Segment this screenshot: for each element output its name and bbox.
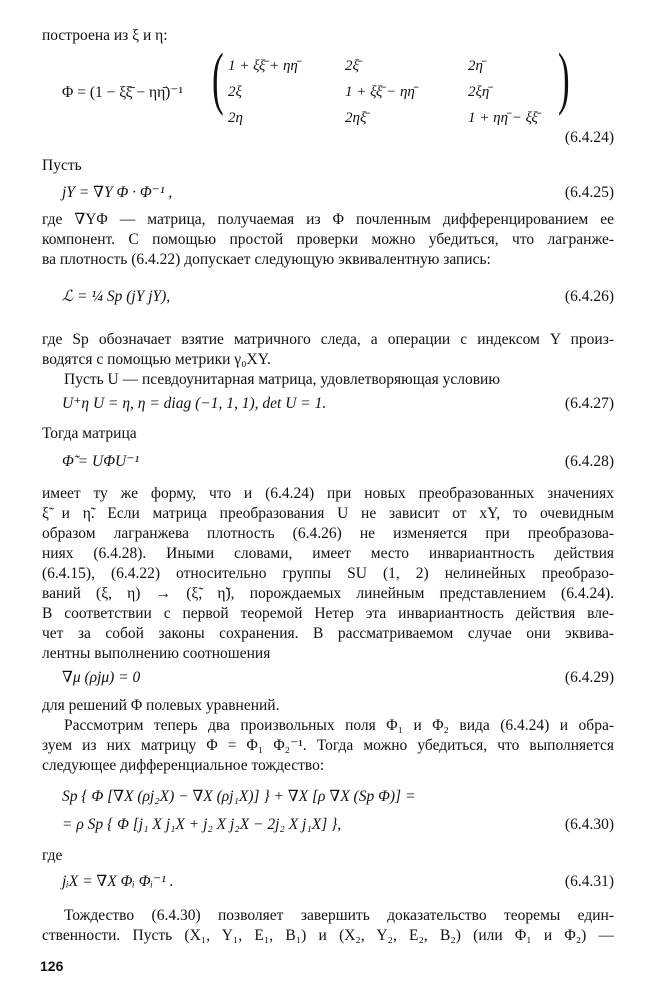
matrix-cell: 1 + ξξ̄ + ηη̄ (228, 58, 298, 74)
equation-6-4-25: jY = ∇Y Φ · Φ⁻¹ , (62, 184, 173, 201)
text-line: Рассмотрим теперь два произвольных поля Φ₁ и Φ₂ вида (6.4.24) и обра- (64, 717, 614, 734)
equation-number: (6.4.25) (564, 184, 614, 201)
equation-6-4-28: Φ̃ = UΦU⁻¹ (62, 453, 140, 470)
text-line: ξ̃ и η̃. Если матрица преобразования U не зависит от xY, то очевидным (42, 505, 614, 522)
matrix-cell: 1 + ξξ̄ − ηη̄ (345, 84, 415, 100)
text-line: компонент. С помощью простой проверки можно убедиться, что лагранже- (42, 231, 614, 248)
text-line: водятся с помощью метрики γ₀XY. (42, 351, 271, 368)
text-line: В соответствии с первой теоремой Нетер эта инвариантность действия вле- (42, 605, 614, 622)
equation-6-4-27: U⁺η U = η, η = diag (−1, 1, 1), det U = 1. (62, 395, 327, 412)
matrix-cell: 2ξη̄ (468, 84, 490, 100)
matrix-cell: 2ηξ̄ (345, 110, 367, 126)
equation-number: (6.4.27) (564, 395, 614, 412)
text-line: для решений Φ полевых уравнений. (42, 697, 280, 714)
equation-number: (6.4.24) (564, 129, 614, 146)
intro-line: построена из ξ и η: (42, 27, 168, 44)
text-line: Пусть U — псевдоунитарная матрица, удовлетворяющая условию (64, 371, 500, 388)
text-line: образом лагранжева плотность (6.4.26) не изменяется при преобразова- (42, 525, 614, 542)
equation-6-4-26: ℒ = ¼ Sp (jY jY), (62, 288, 171, 305)
page-number: 126 (40, 958, 64, 974)
equation-number: (6.4.30) (564, 816, 614, 833)
equation-number: (6.4.29) (564, 669, 614, 686)
text-line: где Sp обозначает взятие матричного следа, а операции с индексом Y произ- (42, 331, 614, 348)
equation-6-4-30-line2: = ρ Sp { Φ [j₁ X j₁X + j₂ X j₂X − 2j₂ X j₁X] }, (62, 816, 342, 833)
equation-number: (6.4.26) (564, 288, 614, 305)
left-paren: ( (212, 40, 224, 117)
pust-line: Пусть (42, 157, 82, 174)
text-line: (6.4.15), (6.4.22) относительно группы SU (1, 2) нелинейных преобразо- (42, 565, 614, 582)
text-line: Тождество (6.4.30) позволяет завершить доказательство теоремы един- (64, 907, 614, 924)
text-line: зуем из них матрицу Φ = Φ₁ Φ₂⁻¹. Тогда можно убедиться, что выполняется (42, 737, 614, 754)
text-line: имеет ту же форму, что и (6.4.24) при новых преобразованных значениях (42, 485, 614, 502)
equation-number: (6.4.28) (564, 453, 614, 470)
text-line: чет за собой законы сохранения. В рассматриваемом случае они эквива- (42, 625, 614, 642)
text-line: ственности. Пусть (X₁, Y₁, E₁, B₁) и (X₂, Y₂, E₂, B₂) (или Φ₁ и Φ₂) — (42, 927, 614, 944)
equation-6-4-30-line1: Sp { Φ [∇X (ρj₂X) − ∇X (ρj₁X)] } + ∇X [ρ ∇X (Sp Φ)] = (62, 788, 416, 805)
text-line: где (42, 847, 63, 864)
text-line: следующее дифференциальное тождество: (42, 757, 325, 774)
matrix-cell: 1 + ηη̄ − ξξ̄ (468, 110, 538, 126)
matrix-cell: 2ξ (228, 84, 242, 100)
text-line: лентны выполнению соотношения (42, 645, 271, 662)
equation-6-4-31: jᵢX = ∇X Φᵢ Φᵢ⁻¹ . (62, 873, 174, 890)
equation-6-4-29: ∇μ (ρjμ) = 0 (62, 669, 141, 686)
matrix-cell: 2η̄ (468, 58, 483, 74)
right-paren: ) (558, 40, 570, 117)
text-line: ваний (ξ, η) → (ξ̃, η̃), порождаемых линейным представлением (6.4.24). (42, 585, 614, 602)
matrix-cell: 2η (228, 110, 243, 126)
text-line: ниях (6.4.28). Иными словами, имеет место инвариантность действия (42, 545, 614, 562)
matrix-cell: 2ξ̄ (345, 58, 359, 74)
text-line: где ∇YΦ — матрица, получаемая из Φ почленным дифференцированием ее (42, 211, 614, 228)
text-line: ва плотность (6.4.22) допускает следующую эквивалентную запись: (42, 251, 491, 268)
matrix-lhs: Φ = (1 − ξξ̄ − ηη̄)⁻¹ (62, 84, 184, 101)
text-line: Тогда матрица (42, 425, 137, 442)
equation-number: (6.4.31) (564, 873, 614, 890)
